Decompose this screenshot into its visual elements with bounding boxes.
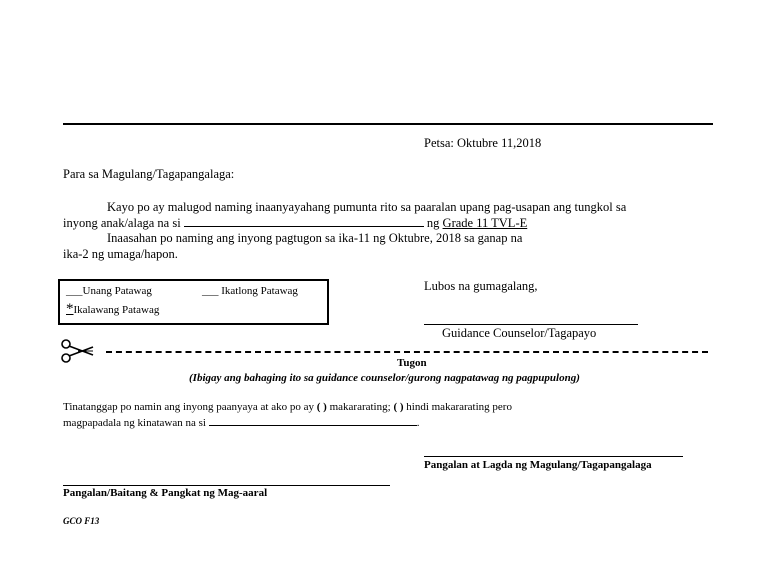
- first-summons-blank: ___: [66, 285, 83, 297]
- paragraph-2-line-2: ika-2 ng umaga/hapon.: [63, 247, 178, 261]
- second-summons-mark: *: [66, 301, 74, 317]
- reply-line-2: [63, 415, 419, 429]
- header-rule: [63, 123, 713, 125]
- salutation: Para sa Magulang/Tagapangalaga:: [63, 167, 235, 181]
- student-name-line: [63, 485, 390, 486]
- date-text: Petsa: Oktubre 11,2018: [424, 136, 542, 150]
- not-attend-label: hindi makararating pero: [406, 401, 512, 413]
- representative-text: magpapadala ng kinatawan na si: [63, 417, 206, 429]
- closing-regards: Lubos na gumagalang,: [424, 279, 538, 293]
- paragraph-1-line-1: Kayo po ay malugod naming inaanyayahang pumunta rito sa paaralan upang pag-usapan ang tungkol sa: [107, 200, 627, 214]
- second-summons-item[interactable]: [66, 301, 159, 318]
- parent-signature-line: [424, 456, 683, 457]
- third-summons-blank: ___: [202, 285, 219, 297]
- second-summons-label: Ikalawang Patawag: [73, 304, 160, 316]
- reply-line-1: [63, 401, 512, 413]
- third-summons-item[interactable]: [202, 285, 298, 297]
- third-summons-label: Ikatlong Patawag: [221, 285, 298, 297]
- representative-end: .: [416, 417, 420, 429]
- parent-signature-label: Pangalan at Lagda ng Magulang/Tagapangalaga: [424, 459, 652, 471]
- student-name-label: Pangalan/Baitang & Pangkat ng Mag-aaral: [63, 487, 268, 499]
- counselor-title: Guidance Counselor/Tagapayo: [442, 326, 597, 340]
- first-summons-item[interactable]: [66, 285, 152, 297]
- reply-acceptance-text: Tinatanggap po namin ang inyong paanyaya at ako po ay: [63, 401, 315, 413]
- paragraph-2-line-1: Inaasahan po naming ang inyong pagtugon sa ika-11 ng Oktubre, 2018 sa ganap na: [107, 231, 523, 245]
- cut-line: [106, 351, 708, 353]
- form-code: GCO F13: [63, 516, 100, 526]
- grade-section: Grade 11 TVL-E: [442, 216, 528, 230]
- paragraph-1-line-2: [63, 215, 527, 231]
- first-summons-label: Unang Patawag: [82, 285, 152, 297]
- not-attend-checkbox[interactable]: ( ): [393, 401, 404, 413]
- attend-checkbox[interactable]: ( ): [316, 401, 327, 413]
- attend-label: makararating;: [329, 401, 391, 413]
- ng-text: ng: [426, 216, 440, 230]
- reply-instruction: (Ibigay ang bahaging ito sa guidance counselor/gurong nagpatawag ng pagpupulong): [189, 372, 580, 384]
- counselor-signature-line: [424, 324, 638, 325]
- reply-title: Tugon: [397, 357, 427, 369]
- scissors-icon: [60, 338, 94, 364]
- student-intro-text: inyong anak/alaga na si: [63, 216, 181, 230]
- representative-blank[interactable]: [209, 415, 417, 426]
- student-name-blank[interactable]: [184, 215, 424, 227]
